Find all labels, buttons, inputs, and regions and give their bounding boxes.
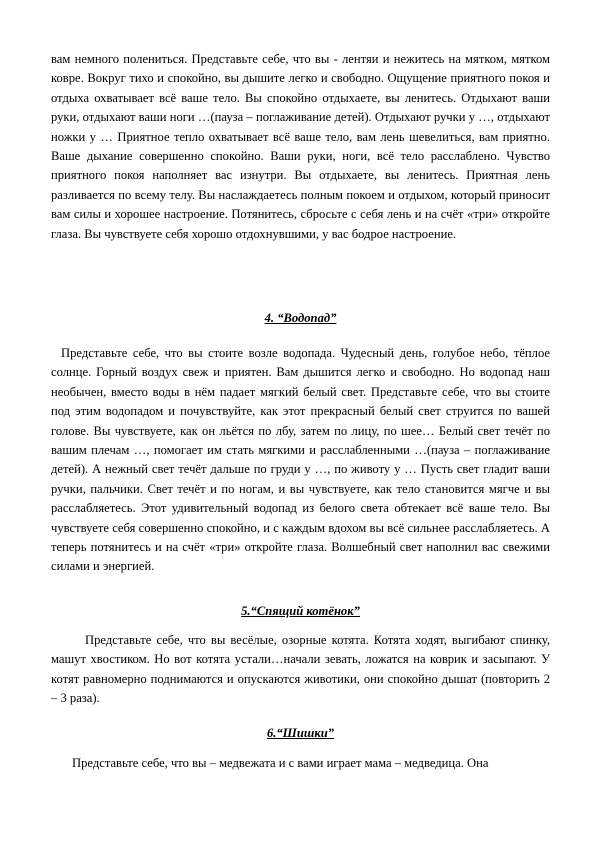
section-5-heading: 5.“Спящий котёнок” [241, 604, 360, 618]
section-5-paragraph: Представьте себе, что вы весёлые, озорные котята. Котята ходят, выгибают спинку, машут хвостиком. Но вот котята устали…начали зевать, ложатся на коврик и засыпают. У котят равномерно поднимаются и опускаются животики, они спокойно дышат (повторить 2 – 3 раза). [51, 633, 550, 706]
section-4-heading: 4. “Водопад” [264, 311, 337, 325]
section-6-heading: 6.“Шишки” [266, 726, 335, 740]
intro-paragraph: вам немного полениться. Представьте себе, что вы - лентяи и нежитесь на мятком, мятком ковре. Вокруг тихо и спокойно, вы дышите легко и свободно. Ощущение приятного покоя и отдыха охватывает всё ваше тело. Вы спокойно отдыхаете, вы ленитесь. Отдыхают ваши руки, отдыхают ваши ноги …(пауза – поглаживание детей). Отдыхают ручки у …, отдыхают ножки у … Приятное тепло охватывает всё ваше тело, вам лень шевелиться, вам приятно. Ваше дыхание совершенно спокойно. Ваши руки, ноги, всё тело расслаблено. Чувство приятного покоя наполняет вас изнутри. Вы отдыхаете, вы ленитесь. Приятная лень разливается по всему телу. Вы наслаждаетесь полным покоем и отдыхом, который приносит вам силы и хорошее настроение. Потянитесь, сбросьте с себя лень и на счёт «три» откройте глаза. Вы чувствуете себя хорошо отдохнувшими, у вас бодрое настроение. [51, 52, 550, 241]
section-4-paragraph: Представьте себе, что вы стоите возле водопада. Чудесный день, голубое небо, тёплое солнце. Горный воздух свеж и приятен. Вам дышится легко и свободно. Но водопад наш необычен, вместо воды в нём падает мягкий белый свет. Представьте себе, что вы стоите под этим водопадом и почувствуйте, как этот прекрасный белый свет струится по вашей голове. Вы чувствуете, как он льётся по лбу, затем по лицу, по шее… Белый свет течёт по вашим плечам …, помогает им стать мягкими и расслабленными …(пауза – поглаживание детей). А нежный свет течёт дальше по груди у …, по животу у … Пусть свет гладит ваши ручки, пальчики. Свет течёт и по ногам, и вы чувствуете, как тело становится мягче и вы расслабляетесь. Этот удивительный водопад из белого света обтекает всё ваше тело. Вы чувствуете себя совершенно спокойно, и с каждым вдохом вы всё сильнее расслабляетесь. А теперь потянитесь и на счёт «три» откройте глаза. Волшебный свет наполнил вас свежими силами и энергией. [51, 346, 550, 574]
section-6-paragraph: Представьте себе, что вы – медвежата и с вами играет мама – медведица. Она [72, 756, 489, 770]
